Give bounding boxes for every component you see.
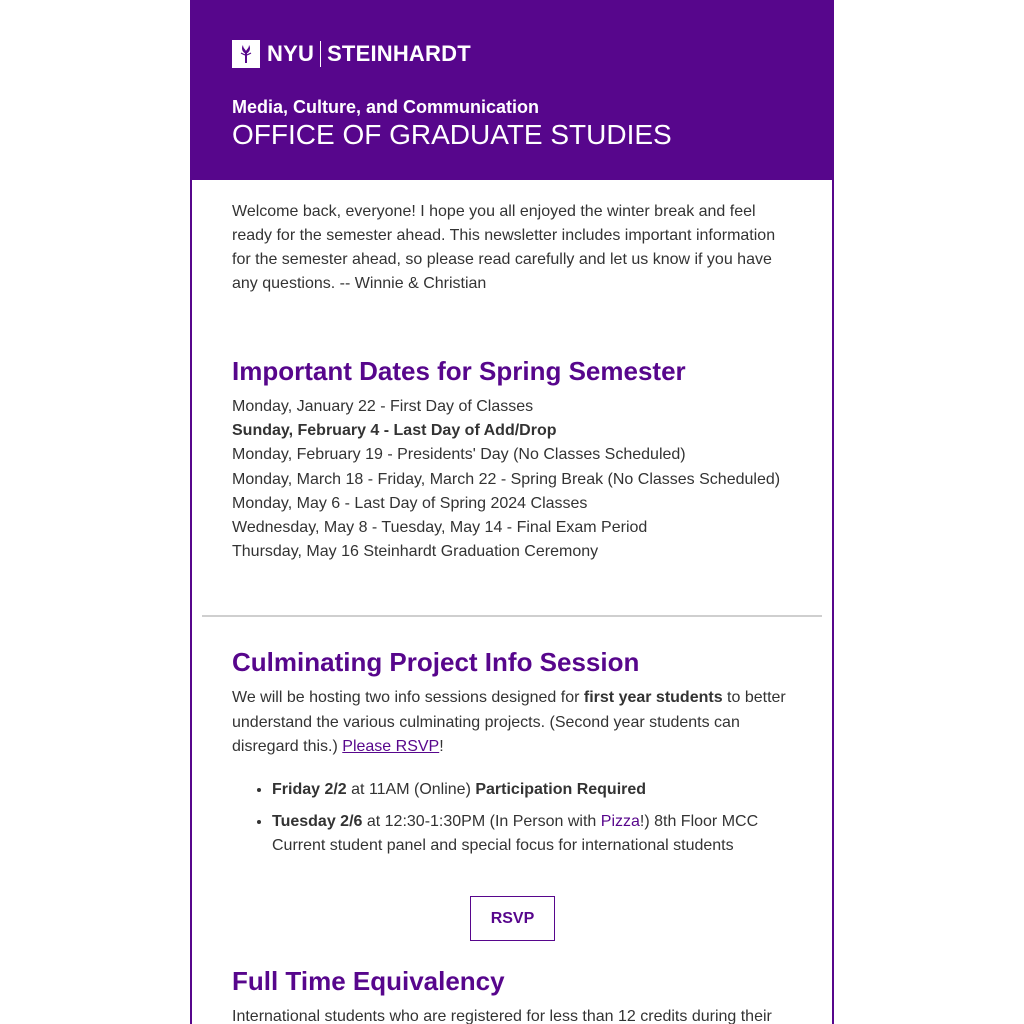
rsvp-link[interactable]: Please RSVP: [342, 738, 440, 755]
dates-heading: Important Dates for Spring Semester: [232, 356, 686, 386]
pizza-text: Pizza: [600, 812, 640, 830]
newsletter-frame: [190, 0, 834, 1024]
session-day: Friday 2/2: [272, 781, 347, 798]
date-item: Sunday, February 4 - Last Day of Add/Drop: [232, 422, 557, 440]
date-item: Monday, February 19 - Presidents' Day (No Classes Scheduled): [232, 446, 686, 464]
session-note: Current student panel and special focus for international students: [272, 837, 734, 854]
date-item: Monday, January 22 - First Day of Classes: [232, 398, 534, 415]
section-divider: [202, 615, 822, 617]
session-item: [272, 810, 792, 859]
logo-separator: [320, 41, 321, 67]
date-item: Monday, March 18 - Friday, March 22 - Spring Break (No Classes Scheduled): [232, 470, 781, 488]
logo-nyu: NYU: [267, 41, 315, 66]
text-span: !: [439, 738, 444, 755]
fte-paragraph: International students who are registered for less than 12 credits during their: [232, 1008, 772, 1024]
torch-icon: [232, 40, 260, 68]
department-subtitle: Media, Culture, and Communication: [232, 97, 540, 117]
date-item: Wednesday, May 8 - Tuesday, May 14 - Final Exam Period: [232, 519, 648, 537]
session-list: [232, 778, 792, 866]
fte-heading: Full Time Equivalency: [232, 966, 505, 996]
participation-required: Participation Required: [475, 781, 647, 798]
date-item: Monday, May 6 - Last Day of Spring 2024 Classes: [232, 494, 588, 512]
text-span: We will be hosting two info sessions designed for: [232, 689, 584, 706]
nyu-steinhardt-logo: [232, 40, 471, 68]
session-detail: !) 8th Floor MCC: [639, 812, 759, 830]
office-title: OFFICE OF GRADUATE STUDIES: [232, 119, 672, 150]
header-banner: [192, 0, 832, 180]
date-item: Thursday, May 16 Steinhardt Graduation Ceremony: [232, 543, 599, 561]
culminating-heading: Culminating Project Info Session: [232, 647, 640, 677]
session-detail: at 12:30-1:30PM (In Person with: [362, 812, 601, 830]
dates-list: [232, 395, 802, 564]
text-span: to better understand the various culminating projects. (Second year students can disregard this.): [232, 689, 786, 755]
culminating-paragraph: [232, 686, 792, 760]
intro-paragraph: Welcome back, everyone! I hope you all enjoyed the winter break and feel ready for the semester ahead. This newsletter includes important information for the semester ahead, so please read carefully and let us know if you have any questions. -- Winnie & Christian: [232, 203, 776, 292]
logo-school: STEINHARDT: [327, 41, 471, 66]
rsvp-button[interactable]: RSVP: [470, 896, 555, 941]
bold-text: first year students: [583, 689, 723, 706]
session-item: [272, 778, 792, 803]
session-day: Tuesday 2/6: [272, 812, 363, 830]
session-detail: at 11AM (Online): [346, 781, 476, 798]
